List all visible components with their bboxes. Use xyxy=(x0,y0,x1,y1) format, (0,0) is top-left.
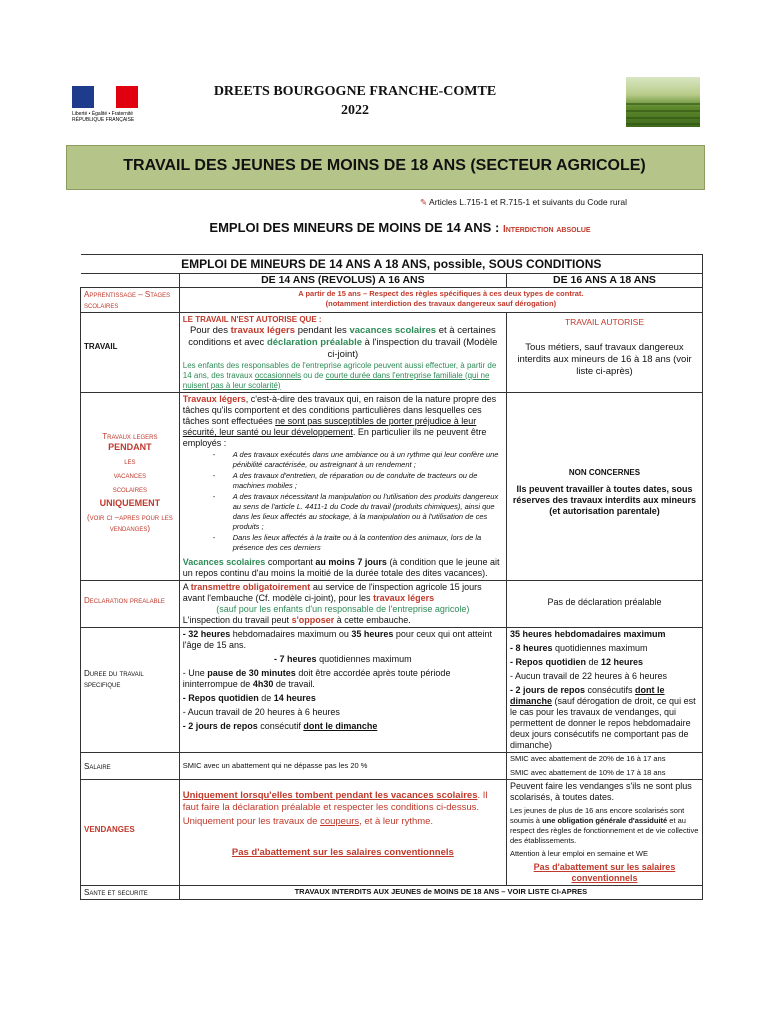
logo-text: Liberté • Égalité • Fraternité RÉPUBLIQUE FRANÇAISE xyxy=(72,111,135,123)
org-name: DREETS BOURGOGNE FRANCHE-COMTE xyxy=(213,84,497,99)
table-row xyxy=(81,581,703,628)
declaration-exception: (sauf pour les enfants d'un responsable de l'entreprise agricole) xyxy=(216,604,470,614)
t: déclaration préalable xyxy=(266,337,362,348)
t: travaux légers xyxy=(373,593,435,603)
t: pendant les xyxy=(297,325,347,336)
t: pause de 30 minutes xyxy=(207,668,296,678)
t: s'opposer xyxy=(291,615,335,625)
flag-blue-band xyxy=(72,86,94,108)
t: Les enfants des responsables de l'entreprise agricole peuvent aussi effectuer, à partir de 14 ans, des travaux xyxy=(182,361,497,380)
t: 35 heures xyxy=(351,629,394,639)
t: une obligation générale d'assiduité xyxy=(542,816,668,825)
t: 4h30 xyxy=(252,679,274,689)
t: Travaux legers xyxy=(102,432,158,441)
apprentissage-cell xyxy=(179,288,702,313)
t: dont le dimanche xyxy=(303,721,378,731)
t: SMIC avec abattement de 20% de 16 à 17 ans xyxy=(509,754,666,763)
t: Attention à leur emploi en semaine et WE xyxy=(509,849,648,858)
t: de travail. xyxy=(275,679,315,689)
t: - 2 jours de repos xyxy=(182,721,258,731)
t: - 7 heures xyxy=(274,654,317,664)
salaire-right-cell xyxy=(506,753,702,780)
t: Vacances scolaires xyxy=(182,557,266,567)
vendanges-right-cell xyxy=(506,780,702,886)
declaration-right-cell: Pas de déclaration préalable xyxy=(506,581,702,628)
table-row xyxy=(81,628,703,753)
t: (à condition que le jeune ait un repos continu d'au moins la moitié de la durée totale des dites vacances). xyxy=(182,557,500,578)
list-item: - A des travaux d'entretien, de réparation ou de conduite de tracteurs ou de machines mobiles ; xyxy=(213,471,503,491)
page-header xyxy=(190,82,520,120)
t: ne sont pas susceptibles de porter préjudice à leur sécurité, leur santé ou leur développement xyxy=(182,416,477,437)
declaration-text xyxy=(183,582,503,604)
t: Peuvent faire les vendanges s'ils ne sont plus scolarisés, à toutes dates. xyxy=(509,781,692,802)
page-title: TRAVAIL DES JEUNES DE MOINS DE 18 ANS (SECTEUR AGRICOLE) xyxy=(123,157,646,174)
flag-white-band xyxy=(94,86,116,108)
travail-right-cell xyxy=(506,313,702,393)
t: au moins 7 jours xyxy=(315,557,387,567)
col-16-18: DE 16 ANS A 18 ANS xyxy=(506,274,702,288)
year: 2022 xyxy=(341,103,369,118)
t: A xyxy=(182,582,189,592)
t: comportant xyxy=(267,557,313,567)
table-row xyxy=(81,313,703,393)
pencil-icon: ✎ xyxy=(420,197,428,207)
table-row xyxy=(81,753,703,780)
table-row xyxy=(81,393,703,581)
t: consécutifs xyxy=(587,685,633,695)
section-title xyxy=(120,220,680,235)
list-item: - Dans les lieux affectés à la traite ou à la contention des animaux, lors de la présence des ces derniers xyxy=(213,533,503,553)
row-label-declaration: Declaration prealable xyxy=(81,581,180,628)
t: Pas d'abattement sur les salaires conventionnels xyxy=(231,847,454,858)
t: à cette embauche. xyxy=(336,615,411,625)
t: doit être accordée après toute période ininterrompue de xyxy=(182,668,451,689)
apprentissage-note: (notamment interdiction des travaux dangereux sauf dérogation) xyxy=(325,299,557,308)
t: scolaires xyxy=(112,485,148,494)
vacances-condition xyxy=(183,557,503,579)
t: . En particulier ils ne peuvent être employés : xyxy=(182,427,487,448)
list-item: - A des travaux exécutés dans une ambiance ou à un rythme qui leur confère une pénibilité caractérisée, ou astreignant à un rendement ; xyxy=(213,450,503,470)
t: consécutif xyxy=(260,721,301,731)
t: les xyxy=(124,457,136,466)
t: Pour des xyxy=(189,325,228,336)
duree-line xyxy=(183,721,503,732)
list-item: - A des travaux nécessitant la manipulation ou l'utilisation des produits dangereux au sens de l'article L. 4411-1 du Code du travail (produits chimiques), ainsi que dans les lieux affectés au stockage, à la manipulation ou à l'utilisation de ces produits ; xyxy=(213,492,503,532)
t: PENDANT xyxy=(108,442,152,452)
t: - 2 jours de repos xyxy=(509,685,585,695)
row-label-salaire: Salaire xyxy=(81,753,180,780)
articles-text: Articles L.715-1 et R.715-1 et suivants du Code rural xyxy=(429,197,627,207)
t: 35 heures hebdomadaires maximum xyxy=(509,629,666,639)
duree-line xyxy=(183,668,503,690)
t: - Une xyxy=(182,668,205,678)
t: quotidiennes maximum xyxy=(319,654,412,664)
vendanges-cell xyxy=(179,780,506,886)
t: 14 heures xyxy=(273,693,316,703)
t: et à certaines conditions et avec xyxy=(188,325,496,348)
travail-head: LE TRAVAIL N'EST AUTORISE QUE : xyxy=(182,315,322,324)
travaux-legers-cell xyxy=(179,393,506,581)
t: - 32 heures xyxy=(182,629,231,639)
t: - 8 heures xyxy=(509,643,553,653)
t: vacances scolaires xyxy=(349,325,437,336)
declaration-opposition xyxy=(183,615,503,626)
table-row xyxy=(81,288,703,313)
row-label-duree: Duree du travail specifique xyxy=(81,628,180,753)
t: - Aucun travail de 22 heures à 6 heures xyxy=(509,671,668,681)
t: ou de xyxy=(303,371,324,380)
travail-family-note xyxy=(183,361,503,391)
t: Travaux légers xyxy=(182,394,246,404)
t: A des travaux nécessitant la manipulation ou l'utilisation des produits dangereux au sens de l'article L. 4411-1 du Code du travail (produits chimiques), ainsi que dans les lieux affectés au stockage, à la manipulation ou à l'utilisation de ces produits ; xyxy=(232,492,499,531)
t: transmettre obligatoirement xyxy=(190,582,311,592)
duree-line: - Aucun travail de 20 heures à 6 heures xyxy=(182,707,340,717)
declaration-cell xyxy=(179,581,506,628)
t: Dans les lieux affectés à la traite ou à la contention des animaux, lors de la présence des ces derniers xyxy=(232,533,482,552)
t: L'inspection du travail peut xyxy=(182,615,290,625)
t: vacances xyxy=(113,471,147,480)
articles-reference xyxy=(420,197,670,208)
duree-line xyxy=(183,654,503,665)
apprentissage-rule: A partir de 15 ans – Respect des règles spécifiques à ces deux types de contrat. xyxy=(298,289,584,298)
table-row xyxy=(81,886,703,900)
t: UNIQUEMENT xyxy=(99,498,161,508)
travaux-legers-right-cell xyxy=(506,393,702,581)
col-14-16: DE 14 ANS (REVOLUS) A 16 ANS xyxy=(179,274,506,288)
t: quotidiennes maximum xyxy=(555,643,648,653)
sante-cell: TRAVAUX INTERDITS AUX JEUNES de MOINS DE 18 ANS – VOIR LISTE CI-APRES xyxy=(179,886,702,900)
travail-conditions xyxy=(183,325,503,361)
t: occasionnels xyxy=(254,371,302,380)
section-title-red: Interdiction absolue xyxy=(502,224,591,235)
t: de xyxy=(261,693,272,703)
row-label-vendanges: VENDANGES xyxy=(81,780,180,886)
t: Ils peuvent travailler à toutes dates, sous réserves des travaux interdits aux mineurs (et autorisation parentale) xyxy=(512,484,697,516)
republique-francaise-logo xyxy=(72,84,142,128)
row-label-sante: Sante et securite xyxy=(81,886,180,900)
t: hebdomadaires maximum ou xyxy=(232,629,349,639)
row-label-travaux-legers xyxy=(81,393,180,581)
t: courte durée dans l'entreprise familiale (qui ne nuisent pas à leur scolarité) xyxy=(182,371,490,390)
section-title-text: EMPLOI DES MINEURS DE MOINS DE 14 ANS xyxy=(209,220,492,235)
row-label-apprentissage: Apprentissage – Stages scolaires xyxy=(81,288,180,313)
t: SMIC avec abattement de 10% de 17 à 18 ans xyxy=(509,768,666,777)
duree-line xyxy=(183,629,503,651)
t: Uniquement lorsqu'elles tombent pendant les vacances scolaires xyxy=(182,790,478,801)
t: (voir ci –apres pour les vendanges) xyxy=(87,513,173,533)
duree-line xyxy=(183,693,503,704)
t: Uniquement pour les travaux de xyxy=(182,816,318,827)
t: de xyxy=(588,657,599,667)
duree-cell xyxy=(179,628,506,753)
t: Les jeunes de plus de 16 ans encore scolarisés sont soumis à xyxy=(509,806,685,825)
t: au service de l'inspection agricole 15 jours avant l'embauche (Cf. modèle ci-joint), pour les xyxy=(182,582,482,603)
t: dont le dimanche xyxy=(509,685,665,706)
t: et au respect des règles de fonctionnement et de vie collective des établissements. xyxy=(509,816,699,845)
vineyard-photo xyxy=(626,77,700,127)
table-header-row xyxy=(81,255,703,274)
t: , c'est-à-dire des travaux qui, en raison de la nature propre des tâches qu'ils comportent et des conditions particulières dans lesquelles ces tâches sont effectuées xyxy=(182,394,497,426)
t: coupeurs xyxy=(320,816,360,827)
t: travaux légers xyxy=(230,325,296,336)
t: pour ceux qui ont atteint l'âge de 15 ans. xyxy=(182,629,492,650)
travail-autorise: TRAVAIL AUTORISE xyxy=(564,317,644,327)
t: A des travaux exécutés dans une ambiance ou à un rythme qui leur confère une pénibilité caractérisée, ou astreignant à un rendement ; xyxy=(232,450,499,469)
legers-definition xyxy=(183,394,503,449)
travail-metiers: Tous métiers, sauf travaux dangereux interdits aux mineurs de 16 à 18 ans (voir liste ci-après) xyxy=(517,342,692,377)
t: . Il faut faire la déclaration préalable et respecter les conditions ci-dessus. xyxy=(182,790,488,813)
table-head: EMPLOI DE MINEURS DE 14 ANS A 18 ANS, possible, SOUS CONDITIONS xyxy=(81,255,703,274)
t: 12 heures xyxy=(601,657,644,667)
table-row xyxy=(81,780,703,886)
t: à l'inspection du travail (Modèle ci-joint) xyxy=(327,337,498,360)
t: A des travaux d'entretien, de réparation ou de conduite de tracteurs ou de machines mobiles ; xyxy=(232,471,478,490)
t: (sauf dérogation de droit, ce qui est le cas pour les travaux de vendanges, qui permettent de donner le repos hebdomadaire deux jours consécutifs ne comportant pas de dimanche) xyxy=(509,696,696,750)
duree-right-cell xyxy=(506,628,702,753)
conditions-table xyxy=(80,254,703,900)
t: - Repos quotidien xyxy=(509,657,586,667)
t: - Repos quotidien xyxy=(182,693,259,703)
salaire-cell: SMIC avec un abattement qui ne dépasse pas les 20 % xyxy=(179,753,506,780)
section-title-sep: : xyxy=(494,220,500,235)
t: , et à leur rythme. xyxy=(359,816,434,827)
t: Pas d'abattement sur les salaires conventionnels xyxy=(533,862,676,883)
row-label-travail: TRAVAIL xyxy=(81,313,180,393)
travail-cell xyxy=(179,313,506,393)
t: NON CONCERNES xyxy=(568,468,641,477)
table-subheader-row xyxy=(81,274,703,288)
flag-red-band xyxy=(116,86,138,108)
